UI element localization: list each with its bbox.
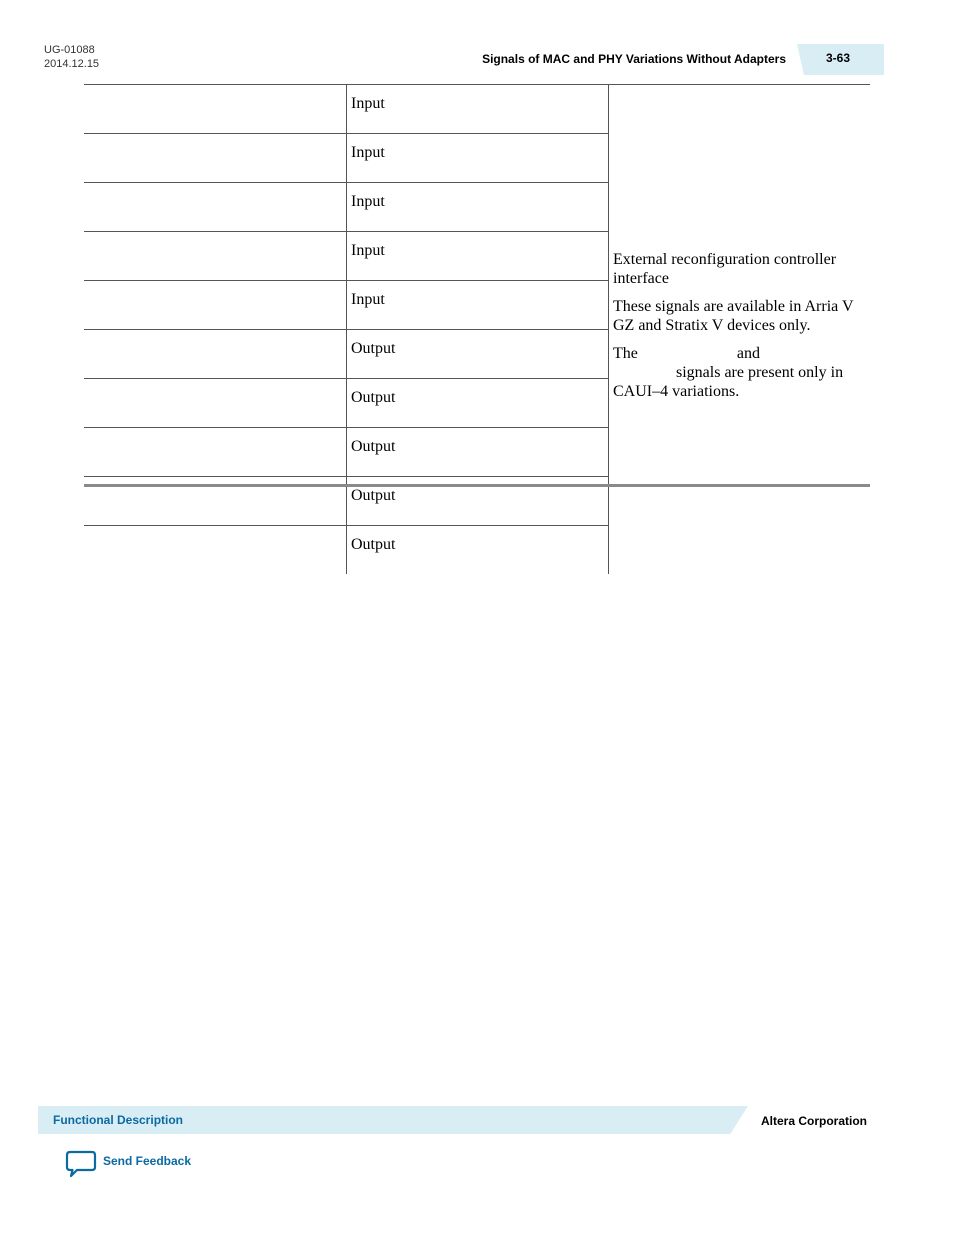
signal-direction-cell: Output bbox=[347, 330, 609, 379]
send-feedback-link[interactable]: Send Feedback bbox=[103, 1154, 192, 1168]
speech-bubble-icon[interactable] bbox=[65, 1150, 97, 1178]
signal-direction-cell: Input bbox=[347, 85, 609, 134]
signal-name-cell bbox=[84, 526, 347, 575]
footer-corporation: Altera Corporation bbox=[761, 1114, 868, 1128]
table-bottom-rule bbox=[84, 484, 870, 487]
table-row bbox=[84, 85, 870, 134]
description-text: signals are present only in CAUI–4 variations. bbox=[613, 363, 844, 400]
signal-direction-cell: Output bbox=[347, 379, 609, 428]
section-header-title: Signals of MAC and PHY Variations Without Adapters bbox=[482, 52, 786, 66]
description-text: and bbox=[736, 344, 760, 362]
signal-name-cell bbox=[84, 183, 347, 232]
description-text: The bbox=[613, 344, 638, 362]
document-id: UG-01088 bbox=[44, 44, 95, 56]
signal-name-cell bbox=[84, 85, 347, 134]
signal-direction-cell: Output bbox=[347, 477, 609, 526]
footer-section-link[interactable]: Functional Description bbox=[53, 1113, 184, 1127]
signal-name-cell bbox=[84, 134, 347, 183]
signal-direction-cell: Input bbox=[347, 134, 609, 183]
document-date: 2014.12.15 bbox=[44, 58, 100, 70]
signal-direction-cell: Output bbox=[347, 526, 609, 575]
signals-table bbox=[84, 84, 870, 574]
document-id-block bbox=[44, 43, 99, 71]
description-paragraph: External reconfiguration controller interface bbox=[613, 250, 837, 287]
description-paragraph bbox=[613, 344, 866, 401]
signal-name-cell bbox=[84, 232, 347, 281]
signal-name-cell bbox=[84, 379, 347, 428]
signal-name-cell bbox=[84, 428, 347, 477]
signal-direction-cell: Output bbox=[347, 428, 609, 477]
page-number: 3-63 bbox=[826, 51, 851, 65]
description-paragraph: These signals are available in Arria V GZ and Stratix V devices only. bbox=[613, 297, 854, 334]
signal-direction-cell: Input bbox=[347, 183, 609, 232]
signal-direction-cell: Input bbox=[347, 281, 609, 330]
signal-description-cell bbox=[609, 85, 871, 575]
signal-name-cell bbox=[84, 281, 347, 330]
signal-direction-cell: Input bbox=[347, 232, 609, 281]
signal-name-cell bbox=[84, 330, 347, 379]
